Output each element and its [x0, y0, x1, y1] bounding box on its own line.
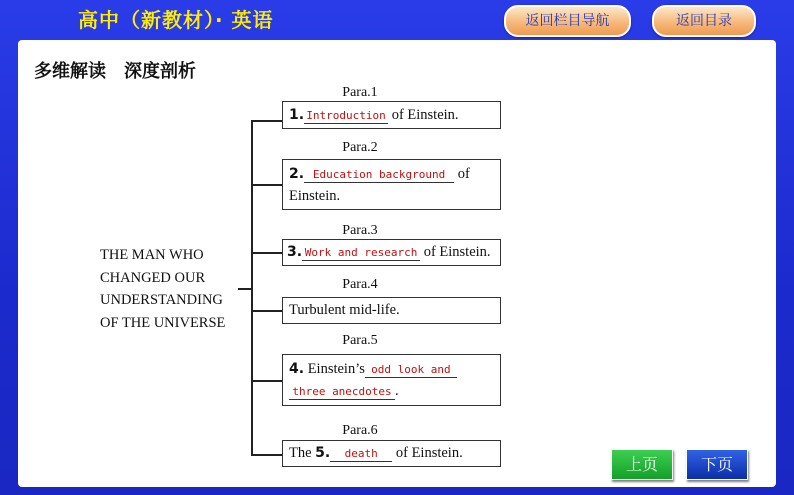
course-title: 高中（新教材）· 英语 — [78, 8, 274, 32]
para-5-box — [282, 354, 501, 406]
passage-title-line: CHANGED OUR — [100, 269, 206, 286]
para-2-box — [282, 159, 501, 210]
tree-branch-line — [251, 184, 282, 186]
blank-number: 1. — [289, 107, 305, 123]
answer-blank: death — [330, 446, 392, 462]
para-label: Para.6 — [342, 423, 378, 438]
prev-page-button[interactable]: 上页 — [611, 449, 673, 480]
answer-blank: Education background — [304, 167, 454, 183]
blank-number: 4. — [289, 361, 305, 377]
answer-blank: three anecdotes — [289, 384, 395, 400]
passage-title-line: UNDERSTANDING — [100, 292, 223, 308]
para-label: Para.3 — [342, 223, 378, 238]
tree-branch-line — [251, 120, 282, 122]
para-1-box — [282, 101, 501, 129]
box-text: Turbulent mid-life. — [289, 302, 400, 318]
para-label: Para.4 — [342, 277, 378, 292]
box-text: of Einstein. — [391, 107, 459, 123]
box-text: of — [457, 166, 470, 182]
answer-blank: odd look and — [365, 362, 457, 378]
tree-branch-line — [251, 454, 282, 456]
para-4-box — [282, 297, 501, 324]
tree-branch-line — [251, 310, 282, 312]
answer-blank: Introduction — [304, 108, 388, 124]
tree-branch-line — [251, 380, 282, 382]
tree-branch-line — [251, 252, 282, 254]
box-text: The — [289, 445, 312, 461]
box-text: Einstein’s — [307, 361, 365, 377]
blank-number: 5. — [315, 445, 331, 461]
para-label: Para.1 — [342, 85, 378, 100]
passage-title — [100, 244, 250, 334]
para-label: Para.5 — [342, 333, 378, 348]
passage-title-line: OF THE UNIVERSE — [100, 314, 226, 331]
passage-title-line: THE MAN WHO — [100, 247, 204, 263]
answer-blank: Work and research — [302, 245, 420, 261]
section-heading: 多维解读 深度剖析 — [34, 61, 196, 82]
back-to-section-nav-button[interactable]: 返回栏目导航 — [504, 5, 631, 37]
box-text: of Einstein. — [395, 445, 463, 461]
tree-stem-line — [238, 288, 252, 290]
blank-number: 2. — [289, 166, 305, 182]
blank-number: 3. — [287, 244, 303, 260]
box-text: of Einstein. — [423, 244, 491, 260]
para-3-box — [282, 239, 501, 266]
para-label: Para.2 — [342, 140, 378, 155]
para-6-box — [282, 440, 501, 467]
box-text: Einstein. — [289, 188, 341, 204]
next-page-button[interactable]: 下页 — [686, 449, 748, 480]
back-to-toc-button[interactable]: 返回目录 — [652, 5, 756, 37]
box-text: . — [395, 383, 399, 399]
